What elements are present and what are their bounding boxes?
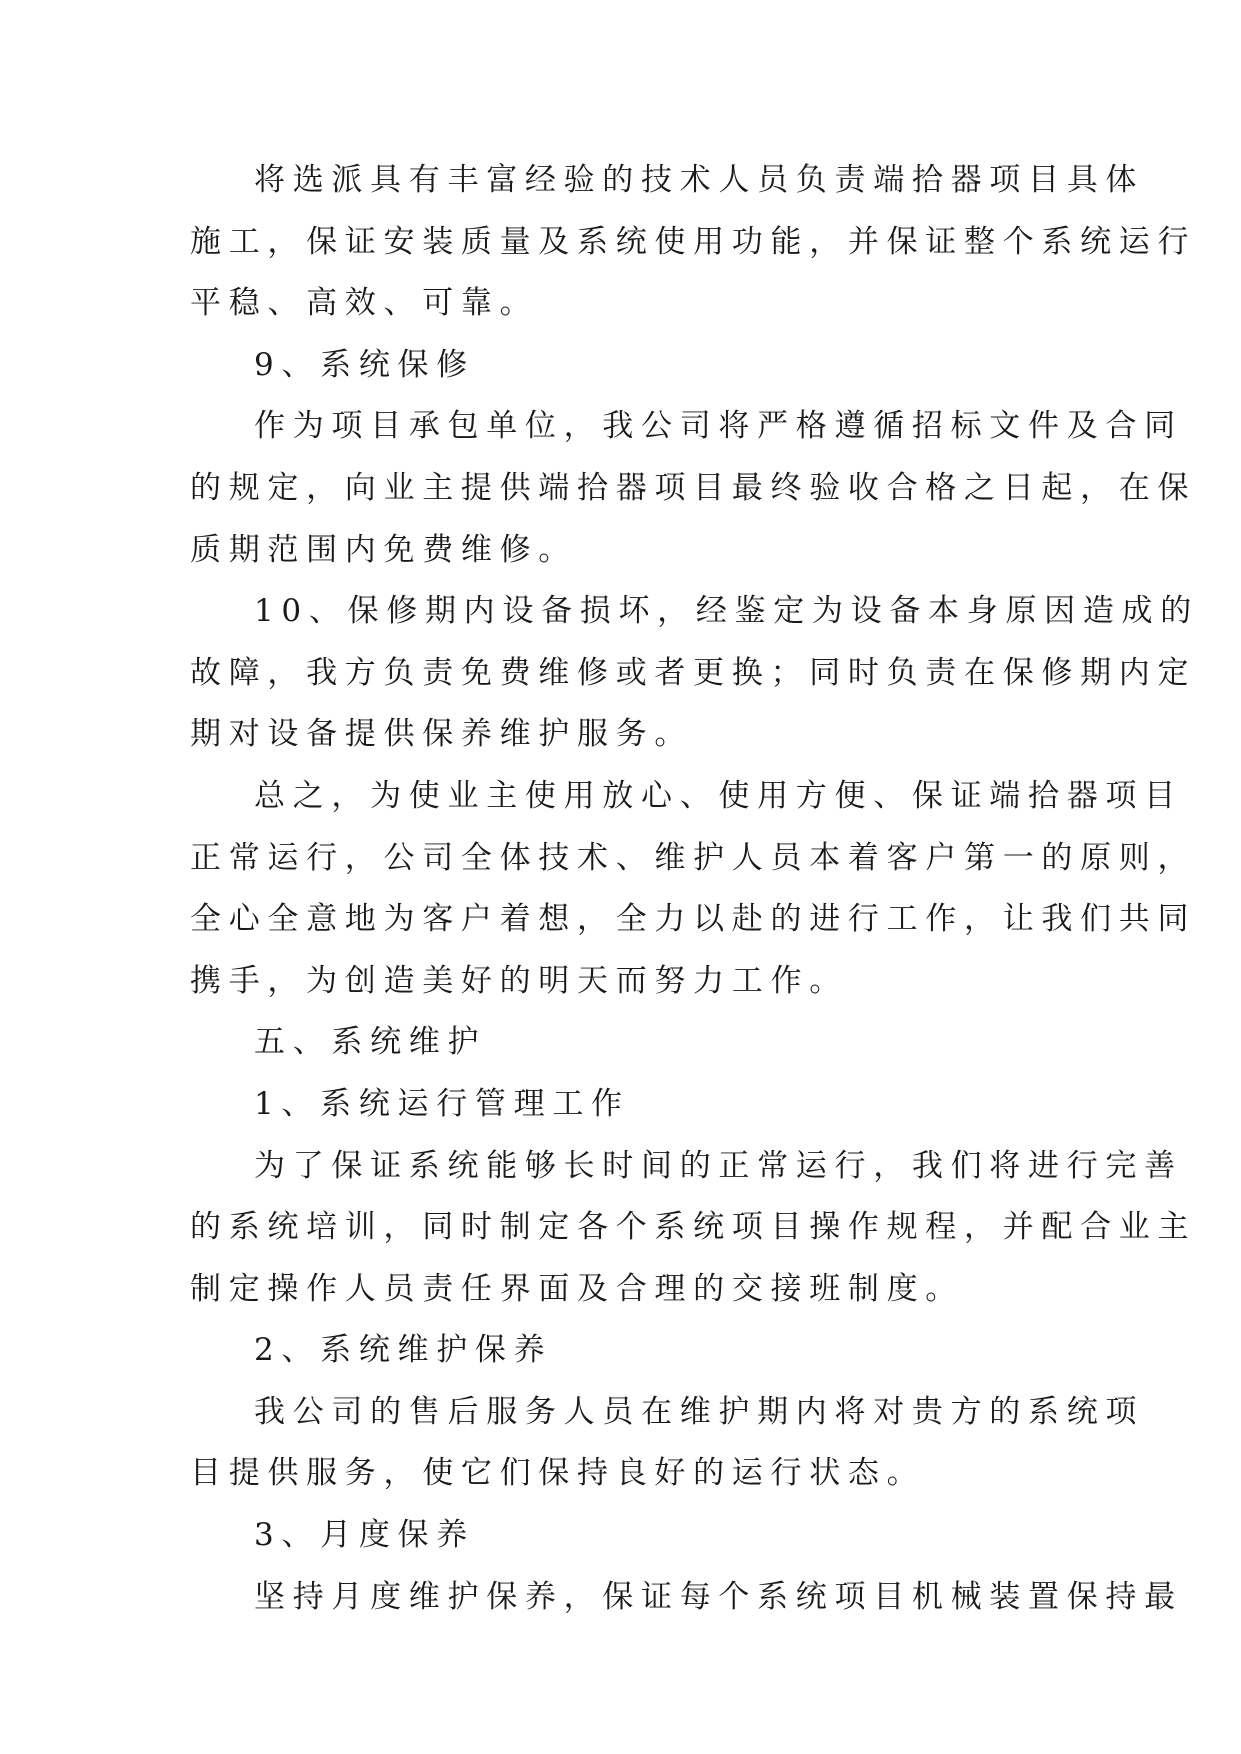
section-heading: 9、系统保修 bbox=[254, 346, 475, 383]
paragraph-line: 平稳、高效、可靠。 bbox=[190, 285, 539, 322]
paragraph-line: 正常运行，公司全体技术、维护人员本着客户第一的原则， bbox=[190, 839, 1197, 876]
paragraph-line: 期对设备提供保养维护服务。 bbox=[190, 716, 694, 753]
paragraph-line: 质期范围内免费维修。 bbox=[190, 531, 577, 568]
paragraph-line: 施工，保证安装质量及系统使用功能，并保证整个系统运行 bbox=[190, 223, 1197, 260]
paragraph-line: 的系统培训，同时制定各个系统项目操作规程，并配合业主 bbox=[190, 1209, 1197, 1246]
paragraph-line: 10、保修期内设备损坏，经鉴定为设备本身原因造成的 bbox=[254, 593, 1199, 630]
paragraph-line: 的规定，向业主提供端拾器项目最终验收合格之日起，在保 bbox=[190, 469, 1197, 506]
section-heading: 五、系统维护 bbox=[254, 1024, 487, 1061]
paragraph-line: 我公司的售后服务人员在维护期内将对贵方的系统项 bbox=[254, 1393, 1145, 1430]
document-body bbox=[190, 150, 1199, 1628]
section-heading: 1、系统运行管理工作 bbox=[254, 1085, 630, 1122]
paragraph-line: 携手，为创造美好的明天而努力工作。 bbox=[190, 962, 848, 999]
section-heading: 2、系统维护保养 bbox=[254, 1332, 553, 1369]
paragraph-line: 全心全意地为客户着想，全力以赴的进行工作，让我们共同 bbox=[190, 901, 1197, 938]
paragraph-line: 故障，我方负责免费维修或者更换；同时负责在保修期内定 bbox=[190, 654, 1197, 691]
paragraph-line: 为了保证系统能够长时间的正常运行，我们将进行完善 bbox=[254, 1147, 1183, 1184]
paragraph-line: 作为项目承包单位，我公司将严格遵循招标文件及合同 bbox=[254, 408, 1183, 445]
paragraph-line: 坚持月度维护保养，保证每个系统项目机械装置保持最 bbox=[254, 1578, 1183, 1615]
paragraph-line: 制定操作人员责任界面及合理的交接班制度。 bbox=[190, 1270, 964, 1307]
section-heading: 3、月度保养 bbox=[254, 1517, 475, 1554]
paragraph-line: 目提供服务，使它们保持良好的运行状态。 bbox=[190, 1455, 926, 1492]
paragraph-line: 总之，为使业主使用放心、使用方便、保证端拾器项目 bbox=[254, 777, 1183, 814]
paragraph-line: 将选派具有丰富经验的技术人员负责端拾器项目具体 bbox=[254, 162, 1145, 198]
